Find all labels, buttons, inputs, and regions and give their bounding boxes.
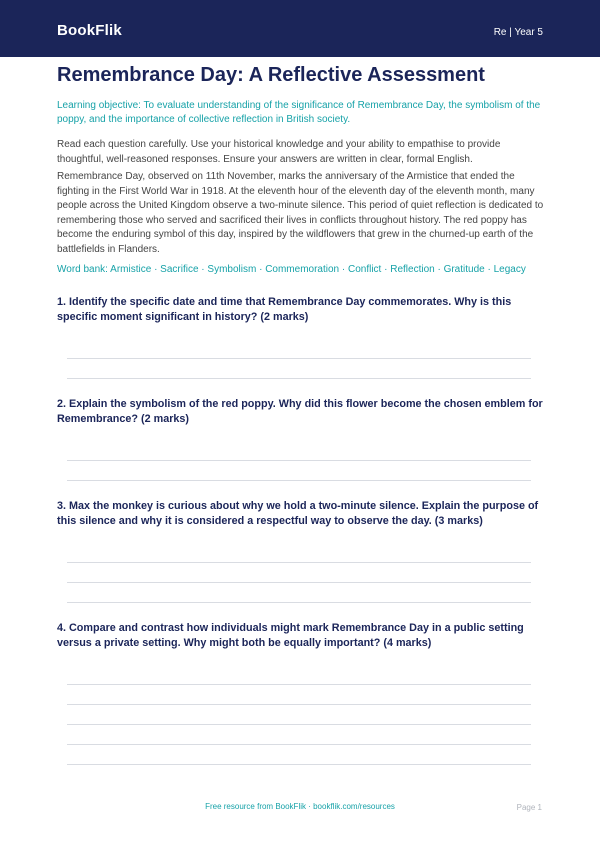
answer-line[interactable]: [67, 724, 531, 725]
question-1: 1. Identify the specific date and time that Remembrance Day commemorates. Why is this specific moment significant in history? (2 marks): [57, 296, 512, 323]
question-3: 3. Max the monkey is curious about why we hold a two-minute silence. Explain the purpose of this silence and why it is considered a respectful way to observe the day. (3 marks): [57, 500, 539, 527]
header-subject-year: Re | Year 5: [493, 27, 543, 38]
answer-line[interactable]: [67, 744, 531, 745]
page-title: Remembrance Day: A Reflective Assessment: [57, 64, 485, 86]
answer-line[interactable]: [67, 684, 531, 685]
learning-objective: Learning objective: To evaluate understanding of the significance of Remembrance Day, the symbolism of the poppy, and the importance of collective reflection in British society.: [57, 100, 541, 125]
answer-line[interactable]: [67, 704, 531, 705]
answer-line[interactable]: [67, 358, 531, 359]
header-bar: [0, 0, 600, 57]
answer-line[interactable]: [67, 460, 531, 461]
question-2: 2. Explain the symbolism of the red poppy. Why did this flower become the chosen emblem for Remembrance? (2 marks): [57, 398, 543, 425]
word-bank: Word bank: Armistice · Sacrifice · Symbolism · Commemoration · Conflict · Reflection · Gratitude · Legacy: [57, 264, 526, 275]
page-number: Page 1: [516, 803, 542, 812]
answer-line[interactable]: [67, 480, 531, 481]
answer-line[interactable]: [67, 378, 531, 379]
reading-passage: Remembrance Day, observed on 11th November, marks the anniversary of the Armistice that ended the fighting in the First World War in 1918. At the eleventh hour of the eleventh day of the eleventh month, many people across the United Kingdom observe a two-minute silence. This period of quiet reflection is dedicated to remembering those who served and sacrificed their lives in conflicts throughout history. The red poppy has become the enduring symbol of this day, inspired by the wildflowers that grew in the churned-up earth of the battlefields in Flanders.: [57, 171, 544, 255]
answer-line[interactable]: [67, 602, 531, 603]
footer-source[interactable]: Free resource from BookFlik · bookflik.com/resources: [205, 802, 395, 811]
brand-logo: BookFlik: [57, 22, 122, 39]
answer-line[interactable]: [67, 562, 531, 563]
answer-line[interactable]: [67, 764, 531, 765]
instructions: Read each question carefully. Use your historical knowledge and your ability to empathise to provide thoughtful, well-reasoned responses. Ensure your answers are written in clear, formal English.: [57, 139, 501, 165]
answer-line[interactable]: [67, 582, 531, 583]
question-4: 4. Compare and contrast how individuals might mark Remembrance Day in a public setting versus a private setting. Why might both be equally important? (4 marks): [57, 622, 524, 649]
